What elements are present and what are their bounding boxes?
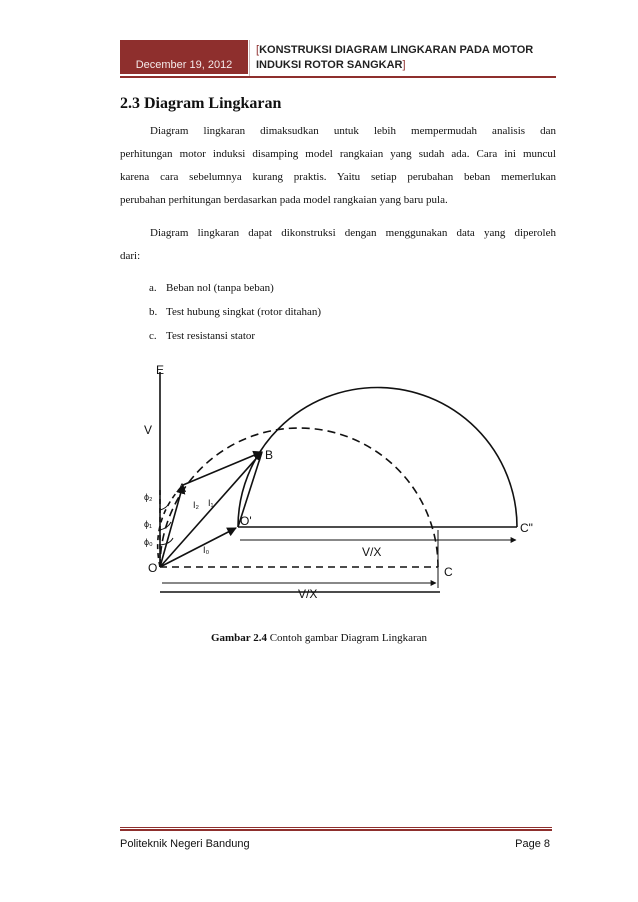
paragraph-2-line: Diagram lingkaran dapat dikonstruksi dengan menggunakan data yang diperoleh <box>150 227 556 239</box>
label-vx-lower: V/X <box>298 587 318 601</box>
data-source-list <box>149 276 321 348</box>
label-vx-upper: V/X <box>362 545 382 559</box>
label-phi1: ϕ₁ <box>144 519 153 529</box>
list-item: c. Test resistansi stator <box>149 330 256 342</box>
header-divider <box>249 40 250 76</box>
footer-rule <box>120 827 552 828</box>
label-I2: I₂ <box>193 500 199 510</box>
list-item: a. Beban nol (tanpa beban) <box>149 282 274 294</box>
caption-text: Contoh gambar Diagram Lingkaran <box>266 632 428 644</box>
header-bracket-close: ] <box>402 59 406 71</box>
section-title: 2.3 Diagram Lingkaran <box>120 95 282 112</box>
label-I1: I₁ <box>208 498 214 508</box>
paragraph-1-line: karena cara sebelumnya kurang praktis. Yaitu setiap perubahan beban memerlukan <box>120 171 556 183</box>
label-I0: I₀ <box>203 545 210 555</box>
label-B: B <box>265 448 274 462</box>
paragraph-1-line: perhitungan motor induksi disamping model rangkaian yang sudah ada. Cara ini muncul <box>120 148 556 160</box>
paragraph-2-line: dari: <box>120 250 141 262</box>
paragraph-1-line: perubahan perhitungan berdasarkan pada model rangkaian yang baru pula. <box>120 194 448 206</box>
footer-institution: Politeknik Negeri Bandung <box>120 838 250 850</box>
header-rule <box>120 76 556 78</box>
figure-caption <box>0 632 638 644</box>
label-C-double: C" <box>520 521 533 535</box>
paragraph-1 <box>120 120 556 212</box>
label-phi2: ϕ₂ <box>144 492 153 502</box>
label-O-prime: O' <box>240 514 252 528</box>
footer-rule-thick <box>120 829 552 831</box>
label-phi0: ϕ₀ <box>144 537 153 547</box>
header-title-line1: KONSTRUKSI DIAGRAM LINGKARAN PADA MOTOR <box>259 44 534 56</box>
header-title-line2: INDUKSI ROTOR SANGKAR <box>256 59 403 71</box>
label-A: A <box>178 481 187 495</box>
label-O: O <box>148 561 158 575</box>
footer-page-number: Page 8 <box>515 838 550 850</box>
paragraph-1-line: Diagram lingkaran dimaksudkan untuk lebih mempermudah analisis dan <box>150 125 556 137</box>
paragraph-2 <box>120 222 556 268</box>
header-date: December 19, 2012 <box>135 59 233 71</box>
header-bracket-open: [ <box>256 44 260 56</box>
label-V: V <box>144 423 153 437</box>
solid-circle-arc <box>238 388 517 528</box>
caption-number: Gambar 2.4 <box>210 632 267 644</box>
label-C: C <box>444 565 453 579</box>
header-title <box>256 43 556 73</box>
circle-diagram <box>140 360 560 610</box>
label-E: E <box>156 363 165 377</box>
list-item: b. Test hubung singkat (rotor ditahan) <box>149 306 322 318</box>
